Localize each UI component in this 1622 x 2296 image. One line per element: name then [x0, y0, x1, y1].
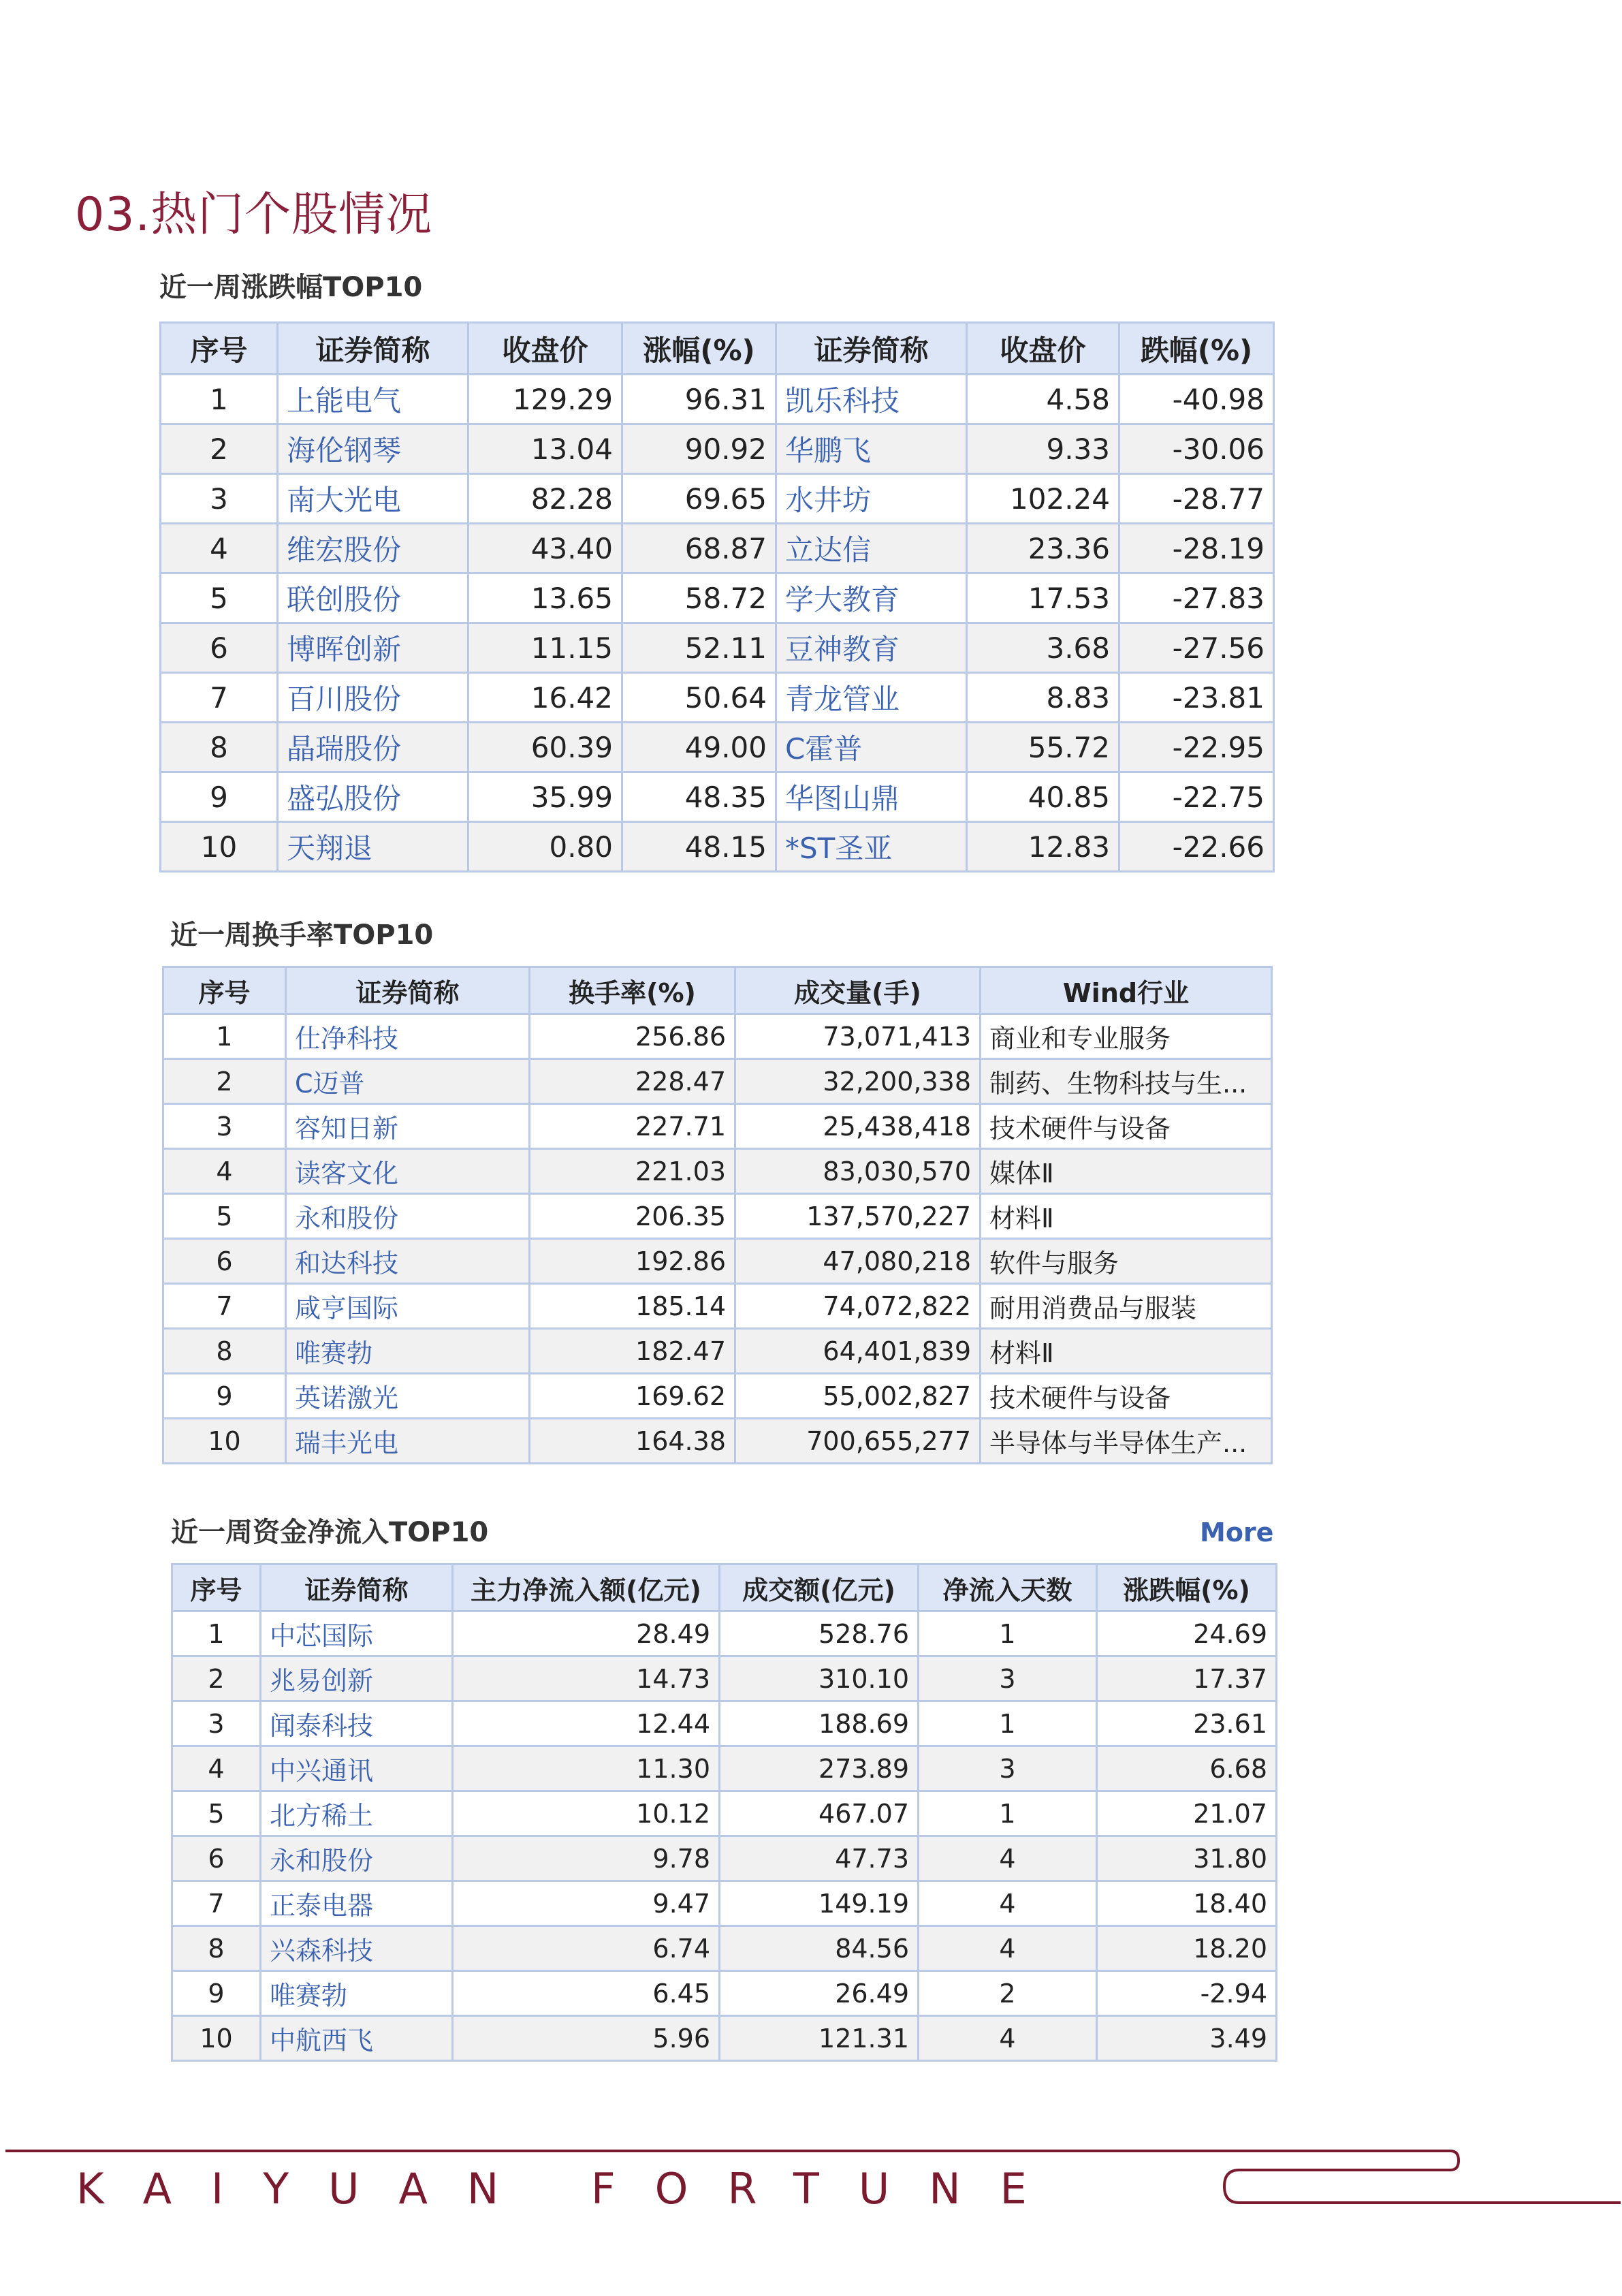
cell-inflow-days: 1	[919, 1701, 1097, 1746]
cell-volume: 64,401,839	[735, 1329, 981, 1374]
cell-rank: 7	[172, 1881, 261, 1926]
cell-inflow-days: 3	[919, 1656, 1097, 1701]
table-row	[163, 1014, 1272, 1059]
cell-rank: 8	[161, 723, 278, 772]
cell-turnover-rate: 256.86	[530, 1014, 735, 1059]
stock-link-loser-name[interactable]: *ST圣亚	[776, 822, 967, 872]
column-header-change-pct: 涨跌幅(%)	[1097, 1564, 1277, 1611]
cell-change-pct: 23.61	[1097, 1701, 1277, 1746]
column-header-inflow-days: 净流入天数	[919, 1564, 1097, 1611]
stock-link-gainer-name[interactable]: 博晖创新	[278, 623, 468, 673]
table-row	[161, 375, 1274, 424]
stock-link-stock-name[interactable]: 仕净科技	[286, 1014, 530, 1059]
cell-inflow-days: 4	[919, 1926, 1097, 1971]
cell-turnover-amount: 528.76	[720, 1611, 919, 1656]
stock-link-stock-name[interactable]: 正泰电器	[261, 1881, 453, 1926]
stock-link-stock-name[interactable]: 兆易创新	[261, 1656, 453, 1701]
cell-rank: 5	[172, 1791, 261, 1836]
cell-net-inflow: 11.30	[453, 1746, 720, 1791]
column-header-turnover-amount: 成交额(亿元)	[720, 1564, 919, 1611]
page-title: 03.热门个股情况	[75, 188, 433, 242]
cell-rank: 1	[163, 1014, 286, 1059]
cell-net-inflow: 6.74	[453, 1926, 720, 1971]
cell-gain-pct: 50.64	[622, 673, 776, 723]
section-title-weekly-change: 近一周涨跌幅TOP10	[159, 272, 423, 303]
cell-gain-pct: 58.72	[622, 573, 776, 623]
cell-gain-pct: 52.11	[622, 623, 776, 673]
cell-inflow-days: 4	[919, 2016, 1097, 2061]
cell-gainer-close: 16.42	[468, 673, 622, 723]
cell-volume: 47,080,218	[735, 1239, 981, 1284]
cell-gainer-close: 13.65	[468, 573, 622, 623]
table-row	[161, 723, 1274, 772]
cell-gainer-close: 129.29	[468, 375, 622, 424]
stock-link-stock-name[interactable]: 中芯国际	[261, 1611, 453, 1656]
cell-gainer-close: 43.40	[468, 524, 622, 573]
table-row	[163, 1239, 1272, 1284]
column-header-volume: 成交量(手)	[735, 967, 981, 1014]
table-header-row	[163, 967, 1272, 1014]
column-header-gainer-name: 证券简称	[278, 323, 468, 375]
cell-change-pct: 18.40	[1097, 1881, 1277, 1926]
cell-gainer-close: 35.99	[468, 772, 622, 822]
stock-link-stock-name[interactable]: 瑞丰光电	[286, 1419, 530, 1464]
cell-net-inflow: 6.45	[453, 1971, 720, 2016]
cell-rank: 3	[172, 1701, 261, 1746]
table-row	[163, 1194, 1272, 1239]
cell-turnover-amount: 188.69	[720, 1701, 919, 1746]
column-header-rank: 序号	[172, 1564, 261, 1611]
cell-turnover-rate: 164.38	[530, 1419, 735, 1464]
cell-turnover-amount: 149.19	[720, 1881, 919, 1926]
cell-inflow-days: 1	[919, 1791, 1097, 1836]
cell-change-pct: 21.07	[1097, 1791, 1277, 1836]
table-row	[161, 573, 1274, 623]
cell-net-inflow: 9.47	[453, 1881, 720, 1926]
table-row	[161, 772, 1274, 822]
cell-gainer-close: 13.04	[468, 424, 622, 474]
stock-link-gainer-name[interactable]: 上能电气	[278, 375, 468, 424]
table-row	[163, 1059, 1272, 1104]
cell-turnover-rate: 169.62	[530, 1374, 735, 1419]
cell-drop-pct: -27.83	[1119, 573, 1274, 623]
cell-gain-pct: 96.31	[622, 375, 776, 424]
cell-drop-pct: -22.95	[1119, 723, 1274, 772]
stock-link-stock-name[interactable]: 闻泰科技	[261, 1701, 453, 1746]
column-header-gainer-close: 收盘价	[468, 323, 622, 375]
cell-inflow-days: 3	[919, 1746, 1097, 1791]
cell-rank: 3	[161, 474, 278, 524]
table-row	[163, 1284, 1272, 1329]
stock-link-loser-name[interactable]: 豆神教育	[776, 623, 967, 673]
stock-link-gainer-name[interactable]: 维宏股份	[278, 524, 468, 573]
stock-link-loser-name[interactable]: 立达信	[776, 524, 967, 573]
table-row	[172, 1611, 1277, 1656]
cell-change-pct: -2.94	[1097, 1971, 1277, 2016]
cell-rank: 8	[163, 1329, 286, 1374]
cell-change-pct: 6.68	[1097, 1746, 1277, 1791]
cell-change-pct: 24.69	[1097, 1611, 1277, 1656]
cell-inflow-days: 2	[919, 1971, 1097, 2016]
table-row	[163, 1329, 1272, 1374]
cell-volume: 137,570,227	[735, 1194, 981, 1239]
more-link[interactable]: More	[1200, 1517, 1274, 1547]
table-row	[172, 1791, 1277, 1836]
cell-rank: 6	[172, 1836, 261, 1881]
column-header-rank: 序号	[163, 967, 286, 1014]
cell-inflow-days: 4	[919, 1881, 1097, 1926]
stock-link-stock-name[interactable]: 英诺激光	[286, 1374, 530, 1419]
cell-volume: 25,438,418	[735, 1104, 981, 1149]
column-header-rank: 序号	[161, 323, 278, 375]
cell-volume: 32,200,338	[735, 1059, 981, 1104]
section-title-weekly-turnover: 近一周换手率TOP10	[170, 919, 434, 951]
stock-link-gainer-name[interactable]: 百川股份	[278, 673, 468, 723]
cell-turnover-amount: 84.56	[720, 1926, 919, 1971]
cell-volume: 74,072,822	[735, 1284, 981, 1329]
table-row	[161, 424, 1274, 474]
stock-link-loser-name[interactable]: 凯乐科技	[776, 375, 967, 424]
stock-link-stock-name[interactable]: 永和股份	[261, 1836, 453, 1881]
cell-inflow-days: 4	[919, 1836, 1097, 1881]
cell-turnover-rate: 221.03	[530, 1149, 735, 1194]
table-row	[161, 673, 1274, 723]
cell-rank: 3	[163, 1104, 286, 1149]
cell-volume: 55,002,827	[735, 1374, 981, 1419]
cell-inflow-days: 1	[919, 1611, 1097, 1656]
cell-rank: 7	[163, 1284, 286, 1329]
cell-rank: 4	[161, 524, 278, 573]
footer-brand: KAIYUAN FORTUNE	[76, 2164, 1066, 2214]
cell-turnover-amount: 47.73	[720, 1836, 919, 1881]
stock-link-stock-name[interactable]: 永和股份	[286, 1194, 530, 1239]
cell-gainer-close: 60.39	[468, 723, 622, 772]
cell-rank: 1	[172, 1611, 261, 1656]
cell-rank: 10	[161, 822, 278, 872]
stock-link-stock-name[interactable]: 中航西飞	[261, 2016, 453, 2061]
table-row	[172, 1701, 1277, 1746]
cell-rank: 6	[161, 623, 278, 673]
cell-rank: 1	[161, 375, 278, 424]
cell-rank: 9	[161, 772, 278, 822]
cell-net-inflow: 12.44	[453, 1701, 720, 1746]
cell-wind-industry: 材料Ⅱ	[981, 1194, 1272, 1239]
cell-loser-close: 8.83	[967, 673, 1119, 723]
column-header-gain-pct: 涨幅(%)	[622, 323, 776, 375]
cell-volume: 73,071,413	[735, 1014, 981, 1059]
stock-link-stock-name[interactable]: 读客文化	[286, 1149, 530, 1194]
table-row	[163, 1374, 1272, 1419]
weekly-inflow-table	[171, 1563, 1277, 2062]
stock-link-gainer-name[interactable]: 天翔退	[278, 822, 468, 872]
stock-link-stock-name[interactable]: 北方稀土	[261, 1791, 453, 1836]
cell-loser-close: 40.85	[967, 772, 1119, 822]
cell-turnover-amount: 273.89	[720, 1746, 919, 1791]
stock-link-gainer-name[interactable]: 盛弘股份	[278, 772, 468, 822]
cell-drop-pct: -40.98	[1119, 375, 1274, 424]
stock-link-gainer-name[interactable]: 晶瑞股份	[278, 723, 468, 772]
cell-rank: 5	[163, 1194, 286, 1239]
column-header-stock-name: 证券简称	[286, 967, 530, 1014]
cell-drop-pct: -27.56	[1119, 623, 1274, 673]
cell-volume: 700,655,277	[735, 1419, 981, 1464]
stock-link-loser-name[interactable]: C霍普	[776, 723, 967, 772]
cell-wind-industry: 制药、生物科技与生...	[981, 1059, 1272, 1104]
cell-drop-pct: -28.77	[1119, 474, 1274, 524]
cell-wind-industry: 耐用消费品与服装	[981, 1284, 1272, 1329]
cell-gain-pct: 69.65	[622, 474, 776, 524]
stock-link-loser-name[interactable]: 学大教育	[776, 573, 967, 623]
cell-drop-pct: -30.06	[1119, 424, 1274, 474]
cell-drop-pct: -28.19	[1119, 524, 1274, 573]
weekly-change-table	[159, 321, 1275, 872]
cell-rank: 9	[172, 1971, 261, 2016]
stock-link-gainer-name[interactable]: 海伦钢琴	[278, 424, 468, 474]
cell-gain-pct: 48.35	[622, 772, 776, 822]
column-header-loser-close: 收盘价	[967, 323, 1119, 375]
cell-loser-close: 12.83	[967, 822, 1119, 872]
cell-gainer-close: 82.28	[468, 474, 622, 524]
cell-gain-pct: 48.15	[622, 822, 776, 872]
cell-wind-industry: 软件与服务	[981, 1239, 1272, 1284]
stock-link-loser-name[interactable]: 水井坊	[776, 474, 967, 524]
cell-rank: 9	[163, 1374, 286, 1419]
column-header-loser-name: 证券简称	[776, 323, 967, 375]
cell-loser-close: 23.36	[967, 524, 1119, 573]
stock-link-stock-name[interactable]: 唯赛勃	[286, 1329, 530, 1374]
cell-wind-industry: 媒体Ⅱ	[981, 1149, 1272, 1194]
cell-rank: 4	[163, 1149, 286, 1194]
cell-loser-close: 4.58	[967, 375, 1119, 424]
footer-decoration	[1212, 2145, 1621, 2220]
cell-loser-close: 102.24	[967, 474, 1119, 524]
stock-link-gainer-name[interactable]: 联创股份	[278, 573, 468, 623]
table-header-row	[161, 323, 1274, 375]
table-row	[172, 1746, 1277, 1791]
table-row	[163, 1149, 1272, 1194]
cell-rank: 2	[161, 424, 278, 474]
table-row	[163, 1419, 1272, 1464]
cell-wind-industry: 技术硬件与设备	[981, 1104, 1272, 1149]
stock-link-loser-name[interactable]: 华图山鼎	[776, 772, 967, 822]
table-row	[172, 2016, 1277, 2061]
table-row	[161, 474, 1274, 524]
cell-net-inflow: 5.96	[453, 2016, 720, 2061]
stock-link-stock-name[interactable]: C迈普	[286, 1059, 530, 1104]
cell-gainer-close: 11.15	[468, 623, 622, 673]
cell-change-pct: 17.37	[1097, 1656, 1277, 1701]
cell-drop-pct: -22.75	[1119, 772, 1274, 822]
cell-turnover-rate: 228.47	[530, 1059, 735, 1104]
cell-volume: 83,030,570	[735, 1149, 981, 1194]
stock-link-stock-name[interactable]: 容知日新	[286, 1104, 530, 1149]
stock-link-stock-name[interactable]: 和达科技	[286, 1239, 530, 1284]
cell-drop-pct: -22.66	[1119, 822, 1274, 872]
weekly-turnover-table	[162, 966, 1273, 1464]
stock-link-stock-name[interactable]: 中兴通讯	[261, 1746, 453, 1791]
cell-gain-pct: 49.00	[622, 723, 776, 772]
cell-turnover-amount: 310.10	[720, 1656, 919, 1701]
table-row	[172, 1926, 1277, 1971]
column-header-turnover-rate: 换手率(%)	[530, 967, 735, 1014]
table-row	[161, 524, 1274, 573]
stock-link-stock-name[interactable]: 兴森科技	[261, 1926, 453, 1971]
cell-turnover-amount: 467.07	[720, 1791, 919, 1836]
stock-link-loser-name[interactable]: 青龙管业	[776, 673, 967, 723]
cell-loser-close: 55.72	[967, 723, 1119, 772]
cell-rank: 7	[161, 673, 278, 723]
table-header-row	[172, 1564, 1277, 1611]
cell-gain-pct: 90.92	[622, 424, 776, 474]
cell-turnover-rate: 185.14	[530, 1284, 735, 1329]
cell-wind-industry: 半导体与半导体生产...	[981, 1419, 1272, 1464]
table-row	[163, 1104, 1272, 1149]
table-row	[161, 623, 1274, 673]
cell-net-inflow: 10.12	[453, 1791, 720, 1836]
cell-wind-industry: 材料Ⅱ	[981, 1329, 1272, 1374]
cell-net-inflow: 14.73	[453, 1656, 720, 1701]
cell-net-inflow: 9.78	[453, 1836, 720, 1881]
cell-rank: 10	[163, 1419, 286, 1464]
cell-change-pct: 31.80	[1097, 1836, 1277, 1881]
cell-rank: 2	[163, 1059, 286, 1104]
column-header-wind-industry: Wind行业	[981, 967, 1272, 1014]
table-row	[172, 1836, 1277, 1881]
cell-loser-close: 17.53	[967, 573, 1119, 623]
cell-rank: 5	[161, 573, 278, 623]
cell-rank: 8	[172, 1926, 261, 1971]
cell-rank: 2	[172, 1656, 261, 1701]
cell-gainer-close: 0.80	[468, 822, 622, 872]
cell-rank: 4	[172, 1746, 261, 1791]
cell-wind-industry: 技术硬件与设备	[981, 1374, 1272, 1419]
table-row	[172, 1971, 1277, 2016]
cell-turnover-rate: 192.86	[530, 1239, 735, 1284]
section-title-weekly-inflow: 近一周资金净流入TOP10	[171, 1517, 489, 1548]
cell-turnover-amount: 121.31	[720, 2016, 919, 2061]
cell-change-pct: 3.49	[1097, 2016, 1277, 2061]
stock-link-stock-name[interactable]: 咸亨国际	[286, 1284, 530, 1329]
cell-net-inflow: 28.49	[453, 1611, 720, 1656]
cell-rank: 10	[172, 2016, 261, 2061]
column-header-net-inflow: 主力净流入额(亿元)	[453, 1564, 720, 1611]
cell-loser-close: 9.33	[967, 424, 1119, 474]
cell-turnover-rate: 227.71	[530, 1104, 735, 1149]
cell-drop-pct: -23.81	[1119, 673, 1274, 723]
table-row	[172, 1656, 1277, 1701]
cell-loser-close: 3.68	[967, 623, 1119, 673]
cell-turnover-rate: 182.47	[530, 1329, 735, 1374]
table-row	[161, 822, 1274, 872]
cell-gain-pct: 68.87	[622, 524, 776, 573]
column-header-drop-pct: 跌幅(%)	[1119, 323, 1274, 375]
stock-link-stock-name[interactable]: 唯赛勃	[261, 1971, 453, 2016]
stock-link-loser-name[interactable]: 华鹏飞	[776, 424, 967, 474]
table-row	[172, 1881, 1277, 1926]
cell-rank: 6	[163, 1239, 286, 1284]
cell-wind-industry: 商业和专业服务	[981, 1014, 1272, 1059]
stock-link-gainer-name[interactable]: 南大光电	[278, 474, 468, 524]
cell-turnover-amount: 26.49	[720, 1971, 919, 2016]
column-header-stock-name: 证券简称	[261, 1564, 453, 1611]
cell-turnover-rate: 206.35	[530, 1194, 735, 1239]
cell-change-pct: 18.20	[1097, 1926, 1277, 1971]
